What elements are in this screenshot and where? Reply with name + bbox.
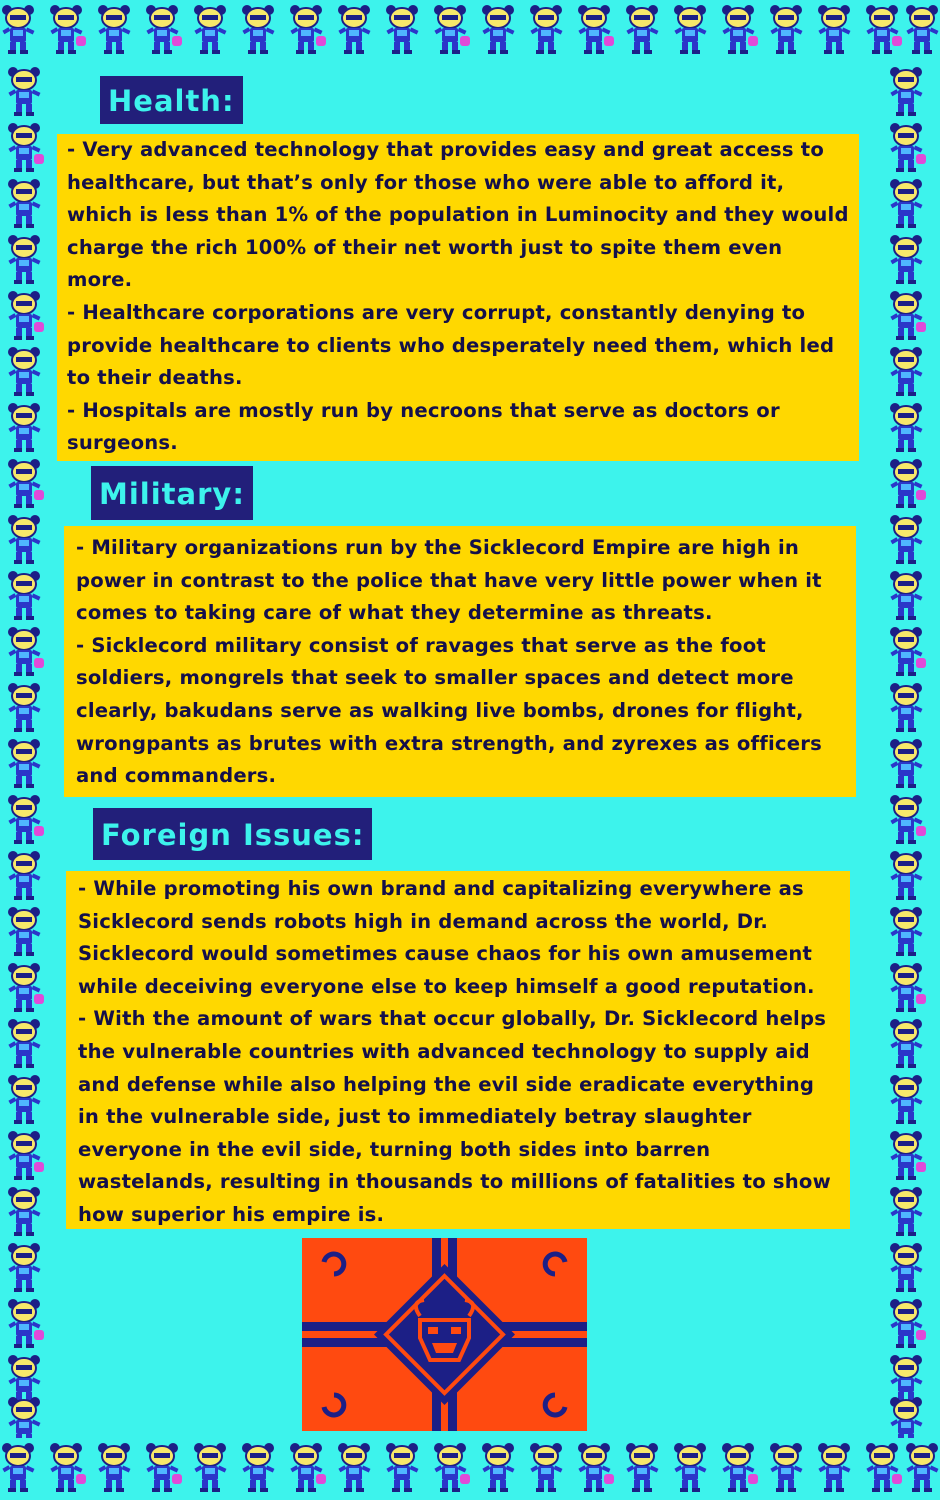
robot-border-left: [0, 62, 58, 1438]
health-bullet-1: - Very advanced technology that provides easy and great access to healthcare, but that’s only for those who were able to afford it, which is less than 1% of the population in Luminocity and they would charge the rich 100% of their net worth just to spite them even more.: [67, 138, 849, 292]
foreign-issues-heading: Foreign Issues:: [93, 808, 372, 860]
foreign-bullet-1: - While promoting his own brand and capitalizing everywhere as Sicklecord sends robots high in demand across the world, Dr. Sicklecord would sometimes cause chaos for his own amusement while deceiving everyone else to keep himself a good reputation.: [78, 877, 815, 998]
sicklecord-flag-icon: [302, 1238, 587, 1431]
robot-border-bottom: [0, 1438, 940, 1500]
health-bullet-2: - Healthcare corporations are very corrupt, constantly denying to provide healthcare to clients who desperately need them, which led to their deaths.: [67, 300, 835, 390]
military-panel: [64, 526, 856, 797]
foreign-bullet-2: - With the amount of wars that occur globally, Dr. Sicklecord helps the vulnerable countries with advanced technology to supply aid and defense while also helping the evil side eradicate everything in the vulnerable side, just to immediately betray slaughter everyone in the evil side, turning both sides into barren wastelands, resulting in thousands to millions of fatalities to show how superior his empire is.: [78, 1007, 831, 1226]
border-bottom: [0, 1438, 940, 1500]
robot-border-top: [0, 0, 940, 62]
foreign-issues-panel: [66, 871, 850, 1229]
border-left: [0, 62, 58, 1438]
health-heading: Health:: [100, 76, 243, 124]
health-bullet-3: - Hospitals are mostly run by necroons that serve as doctors or surgeons.: [67, 398, 780, 455]
military-bullet-1: - Military organizations run by the Sicklecord Empire are high in power in contrast to the police that have very little power when it comes to taking care of what they determine as threats.: [76, 536, 822, 625]
sicklecord-flag: [302, 1238, 587, 1431]
military-bullet-2: - Sicklecord military consist of ravages that serve as the foot soldiers, mongrels that seek to smaller spaces and detect more clearly, bakudans serve as walking live bombs, drones for flight, wrongpants as brutes with extra strength, and zyrexes as officers and commanders.: [76, 633, 822, 788]
border-right: [882, 62, 940, 1438]
health-panel: [57, 134, 859, 461]
robot-border-right: [882, 62, 940, 1438]
border-top: [0, 0, 940, 62]
military-heading: Military:: [91, 466, 253, 520]
